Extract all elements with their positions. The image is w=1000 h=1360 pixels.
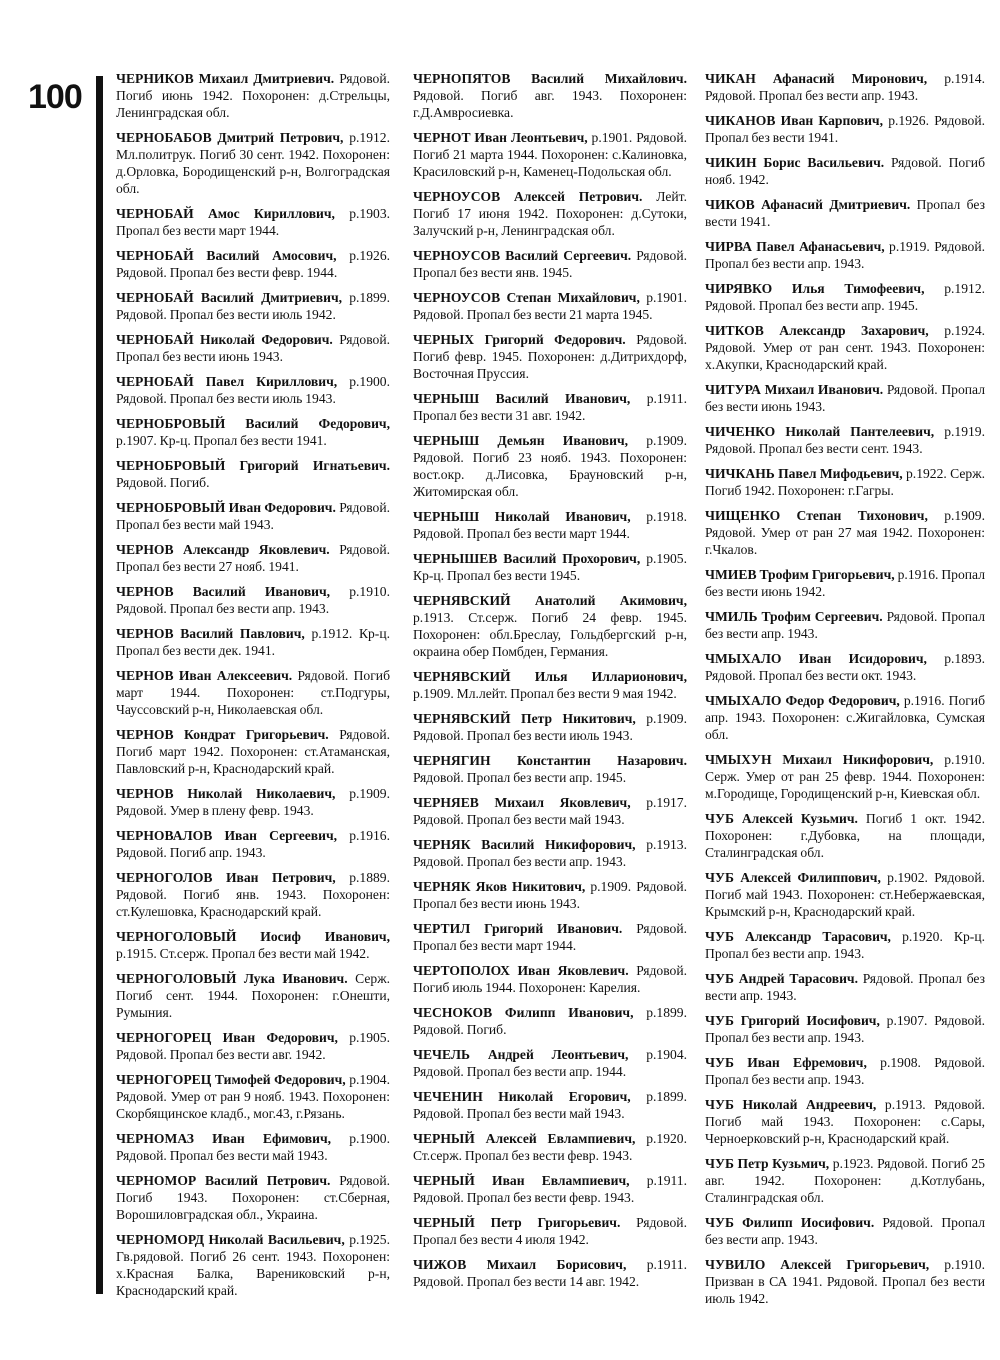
entry-details: Рядовой. Пропал без вести март 1944. [413, 921, 687, 953]
register-entry [413, 794, 687, 828]
entry-name: ЧЕРНОБРОВЫЙ Иван Федорович. [116, 500, 336, 515]
entry-details: р.1911. Рядовой. Пропал без вести 14 авг. 1942. [413, 1257, 687, 1289]
entry-details: Рядовой. Погиб июнь 1942. Похоронен: д.Стрельцы, Ленинградская обл. [116, 71, 390, 120]
entry-details: Погиб 1 окт. 1942. Похоронен: г.Дубовка, на площади, Сталинградская обл. [705, 811, 985, 860]
entry-details: р.1916. Погиб апр. 1943. Похоронен: с.Жигайловка, Сумская обл. [705, 693, 986, 742]
entry-details: Серж. Погиб сент. 1944. Похоронен: г.Онешти, Румыния. [116, 971, 390, 1020]
register-entry [705, 280, 985, 314]
register-entry [705, 196, 985, 230]
entry-name: ЧЕРНЯЕВ Михаил Яковлевич, [413, 795, 631, 810]
entry-name: ЧУБ Иван Ефремович, [705, 1055, 867, 1070]
register-entry [413, 1088, 687, 1122]
entry-name: ЧЕРНОВ Василий Иванович, [116, 584, 331, 599]
entry-details: Рядовой. Погиб нояб. 1942. [705, 155, 985, 187]
register-entry [116, 1029, 390, 1063]
entry-name: ЧЕРНОПЯТОВ Василий Михайлович. [413, 71, 687, 86]
entry-name: ЧЕРНОБАБОВ Дмитрий Петрович, [116, 130, 344, 145]
entry-details: Рядовой. Пропал без вести 4 июля 1942. [413, 1215, 687, 1247]
entry-details: р.1915. Ст.серж. Пропал без вести май 1942. [116, 946, 370, 961]
entry-name: ЧЕРНОВ Александр Яковлевич. [116, 542, 330, 557]
entry-name: ЧЕРНОВ Иван Алексеевич. [116, 668, 293, 683]
entry-name: ЧМИЛЬ Трофим Сергеевич. [705, 609, 883, 624]
entry-details: р.1923. Рядовой. Погиб 25 авг. 1942. Похоронен: д.Котлубань, Сталинградская обл. [705, 1156, 985, 1205]
entry-details: р.1912. Мл.политрук. Погиб 30 сент. 1942. Похоронен: д.Орловка, Бородищенский р-н, Волгоградская обл. [116, 130, 390, 196]
entry-details: р.1924. Рядовой. Умер от ран сент. 1943. Похоронен: х.Акупки, Краснодарский край. [705, 323, 986, 372]
page-number: 100 [28, 78, 82, 116]
entry-details: р.1910. Призван в СА 1941. Рядовой. Пропал без вести июль 1942. [705, 1257, 985, 1306]
entry-name: ЧЕРНОУСОВ Алексей Петрович. [413, 189, 643, 204]
entry-details: р.1911. Рядовой. Пропал без вести февр. 1943. [413, 1173, 687, 1205]
entry-name: ЧЕРНОТ Иван Леонтьевич, [413, 130, 588, 145]
entry-details: Рядовой. Погиб. [116, 475, 210, 490]
entry-name: ЧЕРНОБАЙ Амос Кириллович, [116, 206, 335, 221]
register-entry [413, 188, 687, 239]
entry-name: ЧЕРНОМОР Василий Петрович. [116, 1173, 331, 1188]
entry-details: р.1926. Рядовой. Пропал без вести 1941. [705, 113, 986, 145]
entry-details: р.1904. Рядовой. Пропал без вести апр. 1944. [413, 1047, 688, 1079]
register-entry [705, 381, 985, 415]
entry-details: р.1899. Рядовой. Пропал без вести июль 1942. [116, 290, 390, 322]
entry-name: ЧИКОВ Афанасий Дмитриевич. [705, 197, 911, 212]
register-entry [705, 70, 985, 104]
register-entry [116, 625, 390, 659]
register-entry [705, 869, 985, 920]
entry-name: ЧЕРНОГОЛОВЫЙ Лука Иванович. [116, 971, 348, 986]
entry-name: ЧУБ Александр Тарасович, [705, 929, 891, 944]
register-entry [705, 692, 985, 743]
entry-name: ЧИКАН Афанасий Миронович, [705, 71, 928, 86]
entry-name: ЧЕРНОМАЗ Иван Ефимович, [116, 1131, 332, 1146]
entry-details: р.1920. Кр-ц. Пропал без вести апр. 1943. [705, 929, 985, 961]
register-entry [413, 592, 687, 660]
entry-name: ЧУБ Николай Андреевич, [705, 1097, 877, 1112]
entry-details: р.1920. Ст.серж. Пропал без вести февр. 1943. [413, 1131, 687, 1163]
entry-name: ЧЕРНОБАЙ Павел Кириллович, [116, 374, 338, 389]
entry-name: ЧИКИН Борис Васильевич. [705, 155, 885, 170]
register-entry [413, 1004, 687, 1038]
entry-name: ЧЕРНОУСОВ Василий Сергеевич. [413, 248, 632, 263]
entry-details: Лейт. Погиб 17 июня 1942. Похоронен: д.Сутоки, Залучский р-н, Ленинградская обл. [413, 189, 687, 238]
register-entry [705, 507, 985, 558]
entry-name: ЧЕРНОГОРЕЦ Тимофей Федорович, [116, 1072, 346, 1087]
entry-details: р.1914. Рядовой. Пропал без вести апр. 1943. [705, 71, 985, 103]
register-entry [413, 668, 687, 702]
register-entry [413, 432, 687, 500]
entry-name: ЧИКАНОВ Иван Карпович, [705, 113, 883, 128]
entry-name: ЧЕРТИЛ Григорий Иванович. [413, 921, 623, 936]
entry-details: р.1899. Рядовой. Пропал без вести май 1943. [413, 1089, 687, 1121]
entry-details: р.1909. Рядовой. Умер от ран 27 мая 1942. Похоронен: г.Чкалов. [705, 508, 985, 557]
entry-details: р.1889. Рядовой. Погиб янв. 1943. Похоронен: ст.Кулешовка, Краснодарский край. [116, 870, 390, 919]
entry-details: р.1905. Кр-ц. Пропал без вести 1945. [413, 551, 687, 583]
entry-details: Рядовой. Погиб март 1942. Похоронен: ст.Атаманская, Павловский р-н, Краснодарский край. [116, 727, 391, 776]
register-entry [116, 541, 390, 575]
entry-details: Рядовой. Погиб авг. 1943. Похоронен: г.Д.Амвросиевка. [413, 88, 687, 120]
register-entry [116, 373, 390, 407]
register-entry [116, 1130, 390, 1164]
entry-name: ЧЕРНЫШ Николай Иванович, [413, 509, 631, 524]
register-entry [116, 331, 390, 365]
entry-details: р.1909. Рядовой. Умер в плену февр. 1943. [116, 786, 390, 818]
entry-name: ЧУВИЛО Алексей Григорьевич, [705, 1257, 930, 1272]
entry-name: ЧЕЧЕНИН Николай Егорович, [413, 1089, 631, 1104]
register-entry [116, 247, 390, 281]
register-entry [705, 1054, 985, 1088]
entry-name: ЧЕРНОБАЙ Василий Дмитриевич, [116, 290, 343, 305]
entry-details: Рядовой. Пропал без вести июнь 1943. [705, 382, 985, 414]
entry-details: р.1905. Рядовой. Пропал без вести авг. 1942. [116, 1030, 390, 1062]
entry-name: ЧЕРНЯВСКИЙ Петр Никитович, [413, 711, 636, 726]
entry-details: Рядовой. Пропал без вести 27 нояб. 1941. [116, 542, 390, 574]
entry-details: Рядовой. Пропал без вести апр. 1945. [413, 770, 627, 785]
entry-name: ЧИТКОВ Александр Захарович, [705, 323, 929, 338]
entry-name: ЧЕРНЯК Василий Никифорович, [413, 837, 636, 852]
entry-details: р.1909. Рядовой. Пропал без вести июль 1943. [413, 711, 687, 743]
register-entry [413, 1214, 687, 1248]
register-entry [116, 667, 390, 718]
entry-name: ЧЕРНЫЙ Петр Григорьевич. [413, 1215, 621, 1230]
entry-details: р.1908. Рядовой. Пропал без вести апр. 1943. [705, 1055, 986, 1087]
entry-name: ЧЕРНОВ Николай Николаевич, [116, 786, 336, 801]
entry-name: ЧЕРТОПОЛОХ Иван Яковлевич. [413, 963, 629, 978]
entry-name: ЧМЫХАЛО Иван Исидорович, [705, 651, 927, 666]
entry-details: р.1893. Рядовой. Пропал без вести окт. 1943. [705, 651, 986, 683]
entry-details: р.1909. Мл.лейт. Пропал без вести 9 мая 1942. [413, 686, 677, 701]
entry-name: ЧИЧКАНЬ Павел Мифодьевич, [705, 466, 903, 481]
entry-name: ЧМЫХУН Михаил Никифорович, [705, 752, 934, 767]
entry-details: р.1901. Рядовой. Погиб 21 марта 1944. Похоронен: с.Калиновка, Красиловский р-н, Каменец-Подольская обл. [413, 130, 687, 179]
register-entry [116, 869, 390, 920]
entry-details: р.1910. Рядовой. Пропал без вести апр. 1943. [116, 584, 390, 616]
register-entry [705, 112, 985, 146]
entry-details: Рядовой. Погиб июль 1944. Похоронен: Карелия. [413, 963, 688, 995]
entry-details: Рядовой. Пропал без вести апр. 1943. [705, 971, 985, 1003]
entry-details: р.1909. Рядовой. Погиб 23 нояб. 1943. Похоронен: вост.окр. д.Лисовка, Брауновский р-н, Житомирская обл. [413, 433, 687, 499]
entry-name: ЧУБ Григорий Иосифович, [705, 1013, 880, 1028]
register-entry [413, 550, 687, 584]
register-entry [705, 1214, 985, 1248]
register-entry [705, 970, 985, 1004]
entry-name: ЧМИЕВ Трофим Григорьевич, [705, 567, 895, 582]
entry-name: ЧЕРНЫШ Демьян Иванович, [413, 433, 629, 448]
register-entry [705, 1256, 985, 1307]
entry-details: р.1912. Кр-ц. Пропал без вести дек. 1941. [116, 626, 391, 658]
text-columns [0, 70, 1000, 1360]
entry-name: ЧЕРНЯГИН Константин Назарович. [413, 753, 687, 768]
register-entry [705, 423, 985, 457]
entry-name: ЧИРВА Павел Афанасьевич, [705, 239, 885, 254]
entry-details: р.1907. Кр-ц. Пропал без вести 1941. [116, 433, 327, 448]
entry-name: ЧЕРНЫХ Григорий Федорович. [413, 332, 626, 347]
register-entry [705, 465, 985, 499]
entry-name: ЧЕРНОВ Василий Павлович, [116, 626, 305, 641]
entry-name: ЧЕРНЫЙ Алексей Евлампиевич, [413, 1131, 636, 1146]
register-entry [413, 710, 687, 744]
entry-details: Рядовой. Пропал без вести апр. 1943. [705, 609, 985, 641]
entry-details: р.1916. Пропал без вести июнь 1942. [705, 567, 985, 599]
entry-name: ЧЕРНОГОЛОВ Иван Петрович, [116, 870, 336, 885]
register-entry [413, 289, 687, 323]
entry-name: ЧУБ Алексей Кузьмич. [705, 811, 858, 826]
entry-details: Рядовой. Погиб февр. 1945. Похоронен: д.Дитрихдорф, Восточная Пруссия. [413, 332, 687, 381]
register-entry [116, 415, 390, 449]
entry-name: ЧИЖОВ Михаил Борисович, [413, 1257, 627, 1272]
register-entry [413, 962, 687, 996]
entry-name: ЧЕРНЯВСКИЙ Илья Илларионович, [413, 669, 687, 684]
entry-name: ЧЕРНОУСОВ Степан Михайлович, [413, 290, 640, 305]
register-entry [705, 928, 985, 962]
entry-name: ЧЕРНОБРОВЫЙ Василий Федорович, [116, 416, 390, 431]
entry-details: р.1925. Гв.рядовой. Погиб 26 сент. 1943. Похоронен: х.Красная Балка, Варениковский р-н, Краснодарский край. [116, 1232, 390, 1298]
register-entry [705, 1155, 985, 1206]
entry-name: ЧЕРНИКОВ Михаил Дмитриевич. [116, 71, 335, 86]
entry-details: р.1913. Рядовой. Погиб май 1943. Похоронен: с.Сары, Черноерковский р-н, Краснодарский край. [705, 1097, 986, 1146]
entry-name: ЧЕРНОБАЙ Василий Амосович, [116, 248, 337, 263]
register-entry [116, 827, 390, 861]
entry-details: р.1903. Пропал без вести март 1944. [116, 206, 391, 238]
entry-name: ЧЕРНОБАЙ Николай Федорович. [116, 332, 333, 347]
register-entry [116, 583, 390, 617]
register-entry [413, 1130, 687, 1164]
entry-details: Рядовой. Погиб 1943. Похоронен: ст.Сберная, Ворошиловградская обл., Украина. [116, 1173, 390, 1222]
register-entry [413, 752, 687, 786]
register-entry [116, 129, 390, 197]
register-entry [413, 70, 687, 121]
entry-details: Рядовой. Пропал без вести апр. 1943. [705, 1215, 985, 1247]
register-entry [116, 457, 390, 491]
register-entry [705, 154, 985, 188]
entry-name: ЧЕРНЫШ Василий Иванович, [413, 391, 631, 406]
register-entry [705, 322, 985, 373]
register-entry [705, 1096, 985, 1147]
register-entry [705, 238, 985, 272]
register-entry [413, 878, 687, 912]
register-entry [413, 331, 687, 382]
entry-details: р.1909. Рядовой. Пропал без вести июнь 1943. [413, 879, 687, 911]
register-entry [413, 836, 687, 870]
register-entry [705, 751, 985, 802]
entry-name: ЧИТУРА Михаил Иванович. [705, 382, 884, 397]
entry-name: ЧУБ Алексей Филиппович, [705, 870, 881, 885]
register-entry [116, 70, 390, 121]
column-2 [413, 70, 687, 1298]
register-entry [413, 920, 687, 954]
entry-details: р.1918. Рядовой. Пропал без вести март 1944. [413, 509, 687, 541]
register-entry [705, 566, 985, 600]
entry-name: ЧЕРНОБРОВЫЙ Григорий Игнатьевич. [116, 458, 390, 473]
entry-name: ЧЕРНОВАЛОВ Иван Сергеевич, [116, 828, 338, 843]
entry-details: р.1910. Серж. Умер от ран 25 февр. 1944. Похоронен: м.Городище, Городищенский р-н, Киевская обл. [705, 752, 985, 801]
entry-name: ЧМЫХАЛО Федор Федорович, [705, 693, 900, 708]
register-entry [413, 508, 687, 542]
entry-name: ЧИЧЕНКО Николай Пантелеевич, [705, 424, 935, 439]
register-entry [116, 499, 390, 533]
register-entry [413, 247, 687, 281]
entry-name: ЧЕСНОКОВ Филипп Иванович, [413, 1005, 634, 1020]
entry-name: ЧЕРНОГОЛОВЫЙ Иосиф Иванович, [116, 929, 390, 944]
register-entry [116, 1231, 390, 1299]
register-entry [116, 1071, 390, 1122]
register-entry [116, 1172, 390, 1223]
register-entry [413, 1046, 687, 1080]
entry-details: Рядовой. Пропал без вести янв. 1945. [413, 248, 687, 280]
register-entry [116, 205, 390, 239]
entry-details: р.1917. Рядовой. Пропал без вести май 1943. [413, 795, 687, 827]
register-entry [413, 390, 687, 424]
entry-name: ЧУБ Андрей Тарасович. [705, 971, 859, 986]
register-entry [116, 726, 390, 777]
entry-details: р.1902. Рядовой. Погиб май 1943. Похоронен: ст.Небержаевская, Крымский р-н, Краснодарский край. [705, 870, 985, 919]
entry-name: ЧЕРНЯВСКИЙ Анатолий Акимович, [413, 593, 687, 608]
register-entry [116, 785, 390, 819]
entry-details: р.1913. Рядовой. Пропал без вести апр. 1943. [413, 837, 687, 869]
entry-name: ЧЕРНЫШЕВ Василий Прохорович, [413, 551, 641, 566]
entry-name: ЧЕРНОГОРЕЦ Иван Федорович, [116, 1030, 338, 1045]
register-entry [705, 608, 985, 642]
entry-name: ЧЕРНЯК Яков Никитович, [413, 879, 586, 894]
register-entry [116, 970, 390, 1021]
register-entry [705, 810, 985, 861]
entry-details: р.1911. Пропал без вести 31 авг. 1942. [413, 391, 687, 423]
entry-details: р.1907. Рядовой. Пропал без вести апр. 1943. [705, 1013, 985, 1045]
register-entry [116, 289, 390, 323]
entry-details: Пропал без вести 1941. [705, 197, 985, 229]
entry-name: ЧЕРНОМОРД Николай Васильевич, [116, 1232, 345, 1247]
register-entry [705, 1012, 985, 1046]
entry-details: р.1926. Рядовой. Пропал без вести февр. 1944. [116, 248, 391, 280]
entry-details: р.1904. Рядовой. Умер от ран 9 нояб. 1943. Похоронен: Скорбящинское кладб., мог.43, г.Рязань. [116, 1072, 390, 1121]
column-1 [116, 70, 390, 1307]
entry-details: Рядовой. Пропал без вести май 1943. [116, 500, 390, 532]
register-entry [705, 650, 985, 684]
entry-details: Рядовой. Погиб март 1944. Похоронен: ст.Подгуры, Чаусcовский р-н, Николаевская обл. [116, 668, 390, 717]
entry-details: р.1900. Рядовой. Пропал без вести июль 1943. [116, 374, 390, 406]
entry-details: р.1900. Рядовой. Пропал без вести май 1943. [116, 1131, 390, 1163]
entry-details: р.1919. Рядовой. Пропал без вести сент. 1943. [705, 424, 985, 456]
register-entry [413, 1172, 687, 1206]
column-3 [705, 70, 985, 1315]
entry-name: ЧЕРНЫЙ Иван Евлампиевич, [413, 1173, 630, 1188]
entry-name: ЧИРЯВКО Илья Тимофеевич, [705, 281, 925, 296]
entry-name: ЧЕРНОВ Кондрат Григорьевич. [116, 727, 329, 742]
entry-details: р.1899. Рядовой. Погиб. [413, 1005, 687, 1037]
entry-name: ЧИЩЕНКО Степан Тихонович, [705, 508, 928, 523]
entry-details: р.1901. Рядовой. Пропал без вести 21 марта 1945. [413, 290, 687, 322]
entry-details: р.1916. Рядовой. Погиб апр. 1943. [116, 828, 390, 860]
register-entry [116, 928, 390, 962]
entry-details: р.1922. Серж. Погиб 1942. Похоронен: г.Гагры. [705, 466, 985, 498]
entry-name: ЧУБ Петр Кузьмич, [705, 1156, 830, 1171]
entry-details: р.1912. Рядовой. Пропал без вести апр. 1945. [705, 281, 986, 313]
entry-details: р.1913. Ст.серж. Погиб 24 февр. 1945. Похоронен: обл.Бреслау, Гольдбергский р-н, окраина обер Помбден, Германия. [413, 610, 687, 659]
entry-details: р.1919. Рядовой. Пропал без вести апр. 1943. [705, 239, 985, 271]
register-entry [413, 129, 687, 180]
entry-details: Рядовой. Пропал без вести июнь 1943. [116, 332, 390, 364]
entry-name: ЧЕЧЕЛЬ Андрей Леонтьевич, [413, 1047, 629, 1062]
entry-name: ЧУБ Филипп Иосифович. [705, 1215, 875, 1230]
register-entry [413, 1256, 687, 1290]
